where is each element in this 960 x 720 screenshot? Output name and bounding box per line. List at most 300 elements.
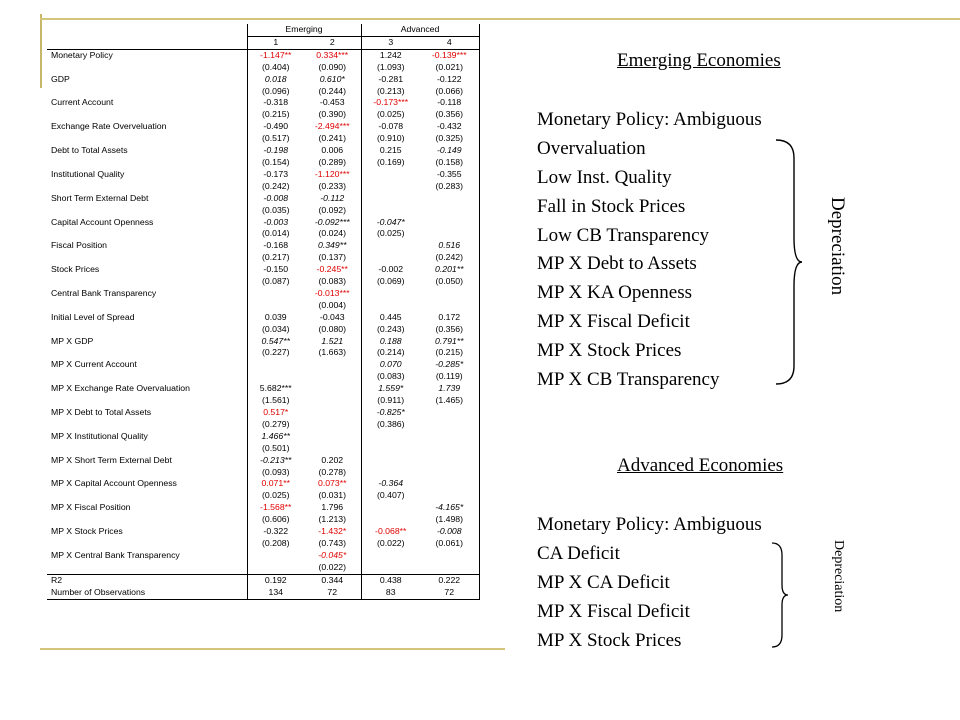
coefficient-cell xyxy=(420,193,479,205)
standard-error-cell: (0.356) xyxy=(420,109,479,121)
standard-error-cell: (1.561) xyxy=(261,395,290,406)
coefficient-row xyxy=(47,288,479,300)
coefficient-cell: 0.610* xyxy=(304,74,361,86)
frame-top-line xyxy=(40,18,960,20)
coefficient-cell: -0.150 xyxy=(263,264,289,275)
standard-error-cell: (0.517) xyxy=(261,133,290,144)
coefficient-cell: 1.739 xyxy=(420,383,479,395)
standard-error-cell: (0.093) xyxy=(261,466,290,477)
standard-error-cell: (0.119) xyxy=(420,371,479,383)
column-number: 1 xyxy=(247,36,304,49)
standard-error-cell xyxy=(247,562,304,574)
row-label: Initial Level of Spread xyxy=(47,312,247,324)
standard-error-cell xyxy=(361,205,420,217)
row-label: R2 xyxy=(47,574,247,586)
standard-error-row xyxy=(47,300,479,312)
row-label: Capital Account Openness xyxy=(47,217,247,229)
standard-error-cell: (0.233) xyxy=(304,181,361,193)
coefficient-cell: -0.068** xyxy=(375,526,407,537)
standard-error-cell: (0.215) xyxy=(420,347,479,359)
coefficient-row xyxy=(47,336,479,348)
r2-value: 0.438 xyxy=(361,574,420,586)
coefficient-cell xyxy=(420,431,479,443)
group-header-advanced: Advanced xyxy=(361,24,479,36)
column-number-row xyxy=(47,36,479,49)
advanced-brace-label: Depreciation xyxy=(831,540,846,613)
standard-error-cell: (0.241) xyxy=(304,133,361,145)
row-label-spacer xyxy=(47,157,247,169)
standard-error-cell: (0.022) xyxy=(376,537,405,548)
standard-error-cell: (0.242) xyxy=(420,252,479,264)
coefficient-cell: -0.453 xyxy=(304,97,361,109)
standard-error-cell: (0.050) xyxy=(420,276,479,288)
advanced-list xyxy=(537,511,762,655)
coefficient-row xyxy=(47,240,479,252)
standard-error-cell xyxy=(361,443,420,455)
coefficient-cell: -4.165* xyxy=(420,502,479,514)
standard-error-cell xyxy=(420,490,479,502)
column-number: 4 xyxy=(420,36,479,49)
standard-error-cell: (0.035) xyxy=(261,204,290,215)
coefficient-cell: -1.432* xyxy=(304,526,361,538)
standard-error-row xyxy=(47,538,479,550)
standard-error-row xyxy=(47,133,479,145)
coefficient-row xyxy=(47,169,479,181)
coefficient-cell: -0.043 xyxy=(304,312,361,324)
standard-error-cell: (0.214) xyxy=(376,347,405,358)
standard-error-cell: (0.743) xyxy=(304,538,361,550)
list-item: Low CB Transparency xyxy=(537,224,710,246)
coefficient-cell: 0.039 xyxy=(264,311,287,322)
row-label: Institutional Quality xyxy=(47,169,247,181)
coefficient-row xyxy=(47,502,479,514)
coefficient-cell: -0.047* xyxy=(376,216,405,227)
standard-error-cell: (0.066) xyxy=(420,86,479,98)
standard-error-row xyxy=(47,443,479,455)
standard-error-cell: (0.911) xyxy=(377,395,405,406)
standard-error-cell xyxy=(304,395,361,407)
row-label-spacer xyxy=(47,538,247,550)
standard-error-cell: (1.213) xyxy=(304,514,361,526)
coefficient-cell: -0.003 xyxy=(263,216,289,227)
frame-bottom-line xyxy=(40,648,505,650)
coefficient-cell xyxy=(361,288,420,300)
list-item: MP X Fiscal Deficit xyxy=(537,311,690,333)
standard-error-row xyxy=(47,490,479,502)
coefficient-cell: 0.215 xyxy=(379,145,402,156)
header-spacer xyxy=(47,24,247,36)
standard-error-cell: (0.278) xyxy=(304,467,361,479)
standard-error-cell: (1.663) xyxy=(304,347,361,359)
standard-error-cell: (0.501) xyxy=(261,442,290,453)
coefficient-cell: 0.071** xyxy=(261,478,290,489)
standard-error-cell xyxy=(420,300,479,312)
coefficient-cell: -0.118 xyxy=(420,97,479,109)
row-label-spacer xyxy=(47,62,247,74)
coefficient-cell: -0.122 xyxy=(420,74,479,86)
row-label: MP X Institutional Quality xyxy=(47,431,247,443)
standard-error-cell: (0.083) xyxy=(376,371,405,382)
coefficient-cell: -0.198 xyxy=(263,145,289,156)
row-label: MP X Fiscal Position xyxy=(47,502,247,514)
coefficient-cell xyxy=(247,550,304,562)
coefficient-cell: -0.002 xyxy=(378,264,404,275)
coefficient-cell: -0.825* xyxy=(376,407,405,417)
row-label: MP X Capital Account Openness xyxy=(47,478,247,490)
row-label-spacer xyxy=(47,86,247,98)
list-item: MP X Debt to Assets xyxy=(537,253,697,275)
coefficient-row xyxy=(47,431,479,443)
coefficient-row xyxy=(47,526,479,538)
coefficient-row xyxy=(47,264,479,276)
standard-error-cell xyxy=(420,419,479,431)
coefficient-cell xyxy=(361,193,420,205)
coefficient-cell: -0.432 xyxy=(420,121,479,133)
standard-error-cell: (0.289) xyxy=(304,157,361,169)
row-label-spacer xyxy=(47,133,247,145)
standard-error-cell: (0.025) xyxy=(376,109,405,120)
row-label: MP X Current Account xyxy=(47,359,247,371)
standard-error-cell xyxy=(420,443,479,455)
standard-error-cell: (0.217) xyxy=(261,252,290,263)
standard-error-cell: (0.325) xyxy=(420,133,479,145)
standard-error-row xyxy=(47,276,479,288)
coefficient-row xyxy=(47,49,479,61)
coefficient-cell xyxy=(361,550,420,562)
row-label: Number of Observations xyxy=(47,587,247,599)
standard-error-cell: (0.061) xyxy=(420,538,479,550)
coefficient-row xyxy=(47,97,479,109)
row-label: MP X Short Term External Debt xyxy=(47,455,247,467)
standard-error-cell: (0.243) xyxy=(376,323,405,334)
row-label-spacer xyxy=(47,228,247,240)
list-item: Monetary Policy: Ambiguous xyxy=(537,514,762,535)
standard-error-cell xyxy=(420,228,479,240)
coefficient-cell xyxy=(361,502,420,514)
coefficient-cell: 0.517* xyxy=(263,407,289,417)
row-label-spacer xyxy=(47,205,247,217)
coefficient-cell: -0.112 xyxy=(304,193,361,205)
list-item: MP X CB Transparency xyxy=(537,369,720,391)
row-label: MP X GDP xyxy=(47,336,247,348)
row-label-spacer xyxy=(47,347,247,359)
coefficient-cell xyxy=(420,455,479,467)
standard-error-row xyxy=(47,86,479,98)
standard-error-cell: (0.022) xyxy=(304,562,361,574)
coefficient-cell xyxy=(361,169,420,181)
advanced-brace-icon xyxy=(770,541,794,649)
row-label: Debt to Total Assets xyxy=(47,145,247,157)
standard-error-row xyxy=(47,181,479,193)
standard-error-cell: (0.154) xyxy=(261,156,290,167)
standard-error-cell: (0.031) xyxy=(304,490,361,502)
observations-value: 83 xyxy=(361,587,420,599)
coefficient-cell xyxy=(361,455,420,467)
coefficient-cell: -0.008 xyxy=(263,192,289,203)
standard-error-cell: (0.021) xyxy=(420,62,479,74)
observations-value: 72 xyxy=(420,587,479,599)
standard-error-cell xyxy=(247,300,304,312)
coefficient-row xyxy=(47,550,479,562)
standard-error-cell: (0.910) xyxy=(376,133,405,144)
standard-error-cell: (0.244) xyxy=(304,86,361,98)
standard-error-cell xyxy=(420,467,479,479)
list-item: Overvaluation xyxy=(537,137,646,159)
coefficient-cell xyxy=(361,431,420,443)
standard-error-cell: (0.386) xyxy=(376,418,405,429)
row-label-spacer xyxy=(47,371,247,383)
row-label-spacer xyxy=(47,109,247,121)
coefficient-cell: -0.168 xyxy=(263,240,289,251)
standard-error-row xyxy=(47,252,479,264)
coefficient-row xyxy=(47,478,479,490)
row-label-spacer xyxy=(47,443,247,455)
row-label-spacer xyxy=(47,181,247,193)
coefficient-cell: 0.516 xyxy=(420,240,479,252)
standard-error-cell: (0.004) xyxy=(304,300,361,312)
coefficient-cell xyxy=(420,288,479,300)
emerging-brace-label: Depreciation xyxy=(827,197,848,296)
list-item: MP X KA Openness xyxy=(537,282,692,304)
standard-error-cell: (0.404) xyxy=(261,61,290,72)
coefficient-cell: 0.202 xyxy=(304,455,361,467)
coefficient-cell: 0.445 xyxy=(379,311,402,322)
coefficient-cell: 1.466** xyxy=(261,430,290,441)
r2-value: 0.222 xyxy=(420,574,479,586)
standard-error-cell: (0.213) xyxy=(376,85,405,96)
observations-row xyxy=(47,587,479,599)
column-number: 2 xyxy=(304,36,361,49)
row-label-spacer xyxy=(47,490,247,502)
coefficient-cell: 0.172 xyxy=(420,312,479,324)
coefficient-cell: -1.120*** xyxy=(304,169,361,181)
coefficient-cell xyxy=(304,407,361,419)
standard-error-cell: (0.208) xyxy=(261,537,290,548)
coefficient-cell: 0.349** xyxy=(304,240,361,252)
standard-error-cell: (1.498) xyxy=(420,514,479,526)
list-item: MP X CA Deficit xyxy=(537,571,670,593)
coefficient-row xyxy=(47,121,479,133)
standard-error-cell xyxy=(361,514,420,526)
coefficient-row xyxy=(47,217,479,229)
coefficient-cell: -0.078 xyxy=(378,121,404,132)
standard-error-cell: (0.014) xyxy=(261,228,290,239)
coefficient-row xyxy=(47,383,479,395)
coefficient-cell xyxy=(304,359,361,371)
frame-vertical-line xyxy=(40,14,42,88)
observations-value: 134 xyxy=(247,587,304,599)
coefficient-cell: 1.242 xyxy=(379,49,402,60)
standard-error-row xyxy=(47,324,479,336)
row-label: Exchange Rate Overveluation xyxy=(47,121,247,133)
standard-error-cell xyxy=(247,371,304,383)
coefficient-cell: -0.173 xyxy=(263,168,289,179)
standard-error-cell xyxy=(304,371,361,383)
standard-error-row xyxy=(47,419,479,431)
coefficient-cell xyxy=(420,550,479,562)
coefficient-cell: -0.318 xyxy=(263,97,289,108)
coefficient-cell xyxy=(304,431,361,443)
coefficient-cell: 0.334*** xyxy=(304,49,361,61)
row-label: MP X Central Bank Transparency xyxy=(47,550,247,562)
coefficient-cell: 0.791** xyxy=(420,336,479,348)
row-label-spacer xyxy=(47,562,247,574)
coefficient-cell: 0.070 xyxy=(379,359,402,370)
emerging-list xyxy=(537,106,762,395)
row-label: Current Account xyxy=(47,97,247,109)
coefficient-cell: -0.213** xyxy=(260,454,292,465)
standard-error-cell xyxy=(420,562,479,574)
coefficient-cell: -0.149 xyxy=(420,145,479,157)
coefficient-cell: -0.285* xyxy=(420,359,479,371)
row-label: Stock Prices xyxy=(47,264,247,276)
coefficient-cell: -2.494*** xyxy=(304,121,361,133)
standard-error-cell: (0.096) xyxy=(261,85,290,96)
row-label: MP X Stock Prices xyxy=(47,526,247,538)
coefficient-row xyxy=(47,455,479,467)
coefficient-cell: -0.139*** xyxy=(420,49,479,61)
coefficient-cell xyxy=(361,240,420,252)
row-label: MP X Debt to Total Assets xyxy=(47,407,247,419)
coefficient-cell: 1.796 xyxy=(304,502,361,514)
standard-error-cell: (0.279) xyxy=(261,418,290,429)
standard-error-cell: (0.390) xyxy=(304,109,361,121)
standard-error-cell: (1.093) xyxy=(376,61,405,72)
standard-error-cell: (0.169) xyxy=(376,156,405,167)
row-label: MP X Exchange Rate Overvaluation xyxy=(47,383,247,395)
list-item: Monetary Policy: Ambiguous xyxy=(537,109,762,130)
standard-error-row xyxy=(47,371,479,383)
standard-error-cell: (0.092) xyxy=(304,205,361,217)
row-label: GDP xyxy=(47,74,247,86)
standard-error-row xyxy=(47,205,479,217)
coefficient-cell xyxy=(247,288,304,300)
list-item: Low Inst. Quality xyxy=(537,166,672,188)
standard-error-cell: (0.227) xyxy=(261,347,290,358)
row-label-spacer xyxy=(47,467,247,479)
coefficient-cell: -0.322 xyxy=(263,526,289,537)
coefficient-cell: 0.188 xyxy=(379,335,402,346)
coefficient-cell: -0.092*** xyxy=(304,217,361,229)
standard-error-row xyxy=(47,395,479,407)
standard-error-cell: (0.242) xyxy=(261,180,290,191)
coefficient-cell: -0.245** xyxy=(304,264,361,276)
standard-error-cell xyxy=(361,300,420,312)
coefficient-cell: -1.147** xyxy=(260,49,292,60)
coefficient-cell xyxy=(304,383,361,395)
coefficient-cell: -0.013*** xyxy=(304,288,361,300)
standard-error-cell xyxy=(420,205,479,217)
standard-error-cell: (0.069) xyxy=(376,276,405,287)
coefficient-cell: -0.490 xyxy=(263,121,289,132)
coefficient-cell: 0.201** xyxy=(420,264,479,276)
coefficient-cell xyxy=(247,359,304,371)
standard-error-row xyxy=(47,467,479,479)
standard-error-cell: (0.024) xyxy=(304,228,361,240)
standard-error-cell: (0.025) xyxy=(261,490,290,501)
coefficient-row xyxy=(47,145,479,157)
coefficient-cell: -0.281 xyxy=(378,73,404,84)
coefficient-cell xyxy=(420,217,479,229)
r2-row xyxy=(47,574,479,586)
coefficient-cell: 0.547** xyxy=(261,335,290,346)
standard-error-cell: (0.215) xyxy=(261,109,290,120)
coefficient-row xyxy=(47,407,479,419)
group-header-emerging: Emerging xyxy=(247,24,361,36)
list-item: MP X Fiscal Deficit xyxy=(537,600,690,622)
standard-error-cell: (0.606) xyxy=(261,514,290,525)
standard-error-cell: (0.087) xyxy=(261,276,290,287)
r2-value: 0.192 xyxy=(247,574,304,586)
coefficient-cell: 5.682*** xyxy=(259,383,292,394)
standard-error-row xyxy=(47,228,479,240)
row-label: Central Bank Transparency xyxy=(47,288,247,300)
standard-error-cell xyxy=(361,252,420,264)
list-item: Fall in Stock Prices xyxy=(537,195,686,217)
list-item: CA Deficit xyxy=(537,542,620,564)
group-header-row xyxy=(47,24,479,36)
row-label-spacer xyxy=(47,395,247,407)
standard-error-cell xyxy=(361,562,420,574)
standard-error-cell xyxy=(361,467,420,479)
coefficient-cell: 0.006 xyxy=(304,145,361,157)
coefficient-row xyxy=(47,312,479,324)
column-number: 3 xyxy=(361,36,420,49)
header-spacer xyxy=(47,36,247,49)
emerging-heading: Emerging Economies xyxy=(617,50,781,71)
coefficient-cell: -1.568** xyxy=(260,502,292,513)
standard-error-row xyxy=(47,347,479,359)
standard-error-row xyxy=(47,62,479,74)
standard-error-row xyxy=(47,109,479,121)
coefficient-cell: 0.018 xyxy=(264,73,287,84)
coefficient-row xyxy=(47,359,479,371)
standard-error-row xyxy=(47,157,479,169)
standard-error-cell: (0.090) xyxy=(304,62,361,74)
standard-error-row xyxy=(47,562,479,574)
row-label: Monetary Policy xyxy=(47,49,247,61)
coefficient-cell: -0.173*** xyxy=(373,97,409,108)
advanced-heading: Advanced Economies xyxy=(617,455,784,476)
row-label-spacer xyxy=(47,419,247,431)
standard-error-cell: (0.407) xyxy=(376,490,405,501)
coefficient-cell: -0.008 xyxy=(420,526,479,538)
list-item: MP X Stock Prices xyxy=(537,629,682,651)
coefficient-cell xyxy=(420,478,479,490)
standard-error-cell xyxy=(304,443,361,455)
row-label-spacer xyxy=(47,514,247,526)
coefficient-row xyxy=(47,193,479,205)
observations-value: 72 xyxy=(304,587,361,599)
emerging-brace-icon xyxy=(772,138,806,388)
coefficient-cell: -0.364 xyxy=(378,478,404,489)
coefficient-cell: -0.045* xyxy=(304,550,361,562)
row-label-spacer xyxy=(47,324,247,336)
coefficient-cell: 0.073** xyxy=(304,478,361,490)
standard-error-cell: (0.137) xyxy=(304,252,361,264)
list-item: MP X Stock Prices xyxy=(537,340,682,362)
standard-error-cell: (0.283) xyxy=(420,181,479,193)
coefficient-cell: 1.559* xyxy=(378,383,404,394)
row-label-spacer xyxy=(47,252,247,264)
coefficient-cell: 1.521 xyxy=(304,336,361,348)
standard-error-cell xyxy=(304,419,361,431)
standard-error-cell: (0.080) xyxy=(304,324,361,336)
coefficient-cell: -0.355 xyxy=(420,169,479,181)
row-label-spacer xyxy=(47,276,247,288)
standard-error-row xyxy=(47,514,479,526)
row-label: Fiscal Position xyxy=(47,240,247,252)
